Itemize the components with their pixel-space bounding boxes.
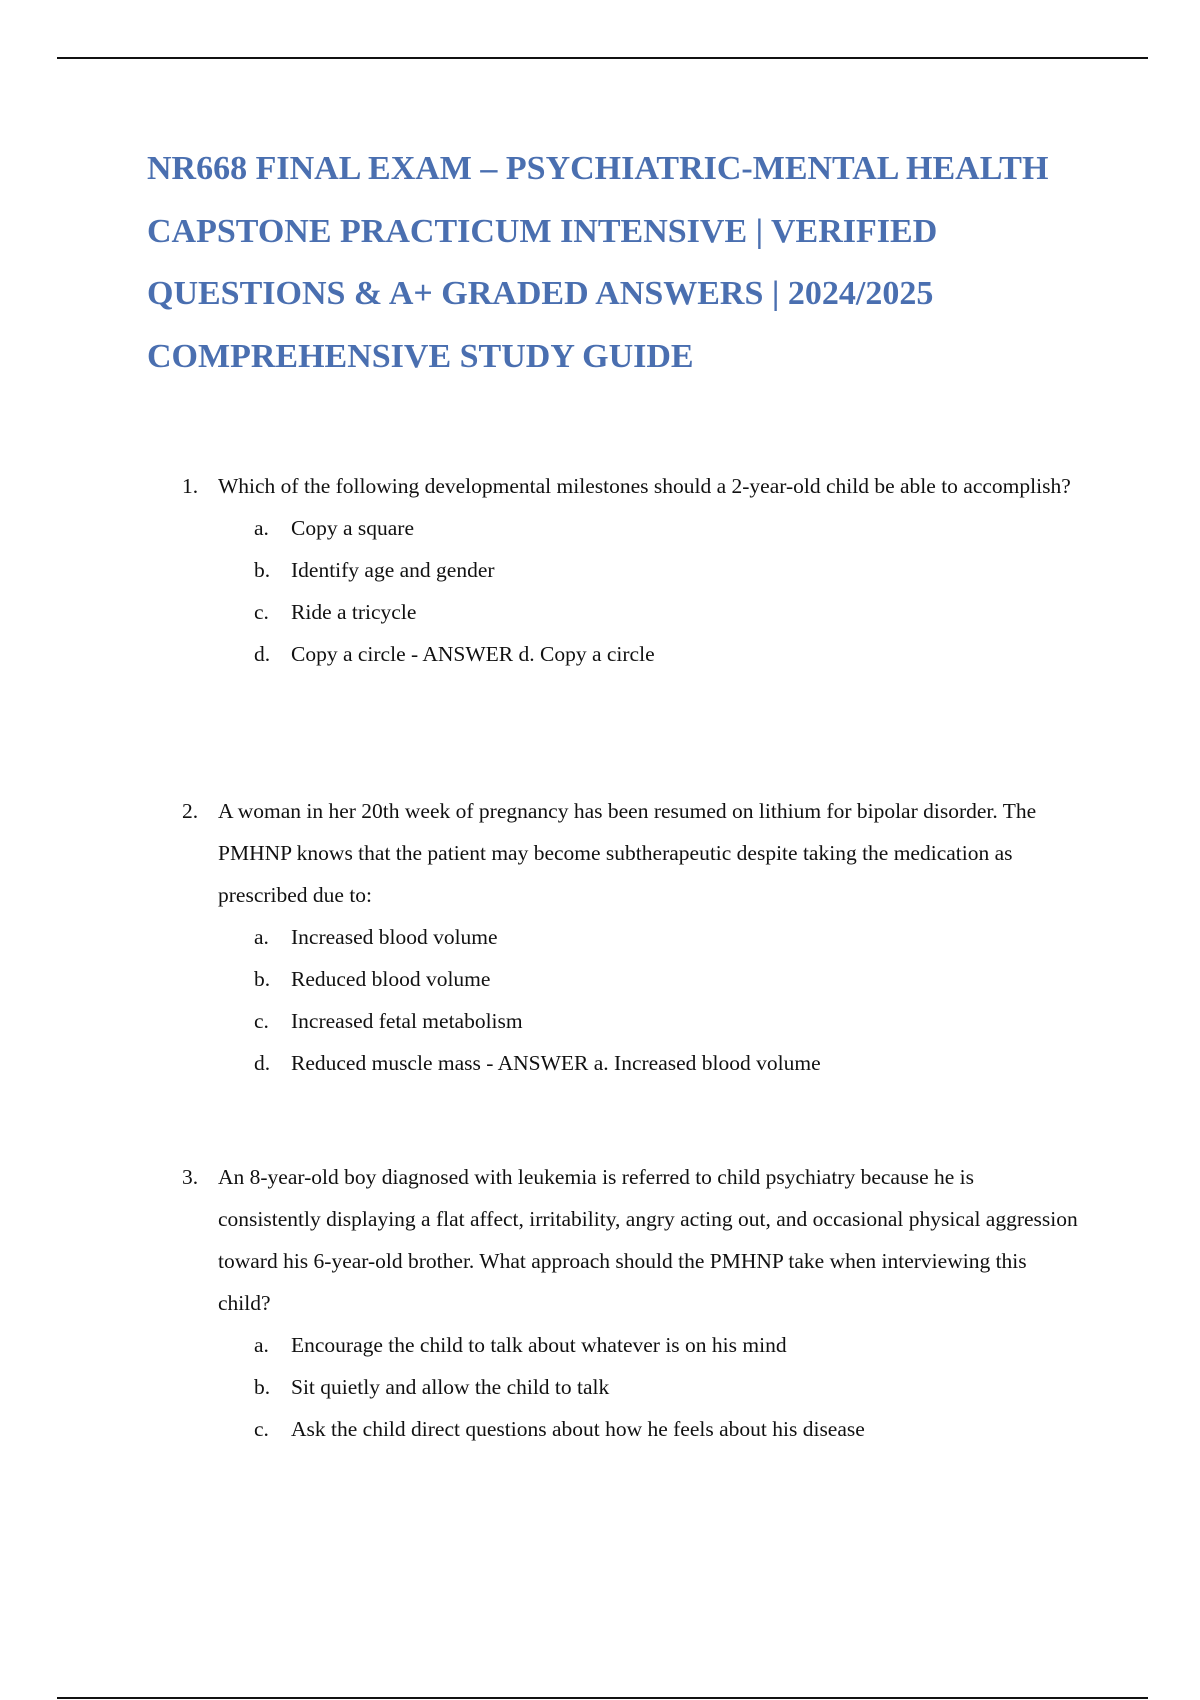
answer-option [182,1000,1082,1042]
option-letter: d. [254,642,271,666]
option-letter: a. [254,1333,269,1357]
footer-rule [57,1697,1148,1699]
answer-option [182,633,1082,675]
answer-option [182,591,1082,633]
option-text: Increased fetal metabolism [291,1009,523,1033]
option-letter: d. [254,1051,271,1075]
option-text: Copy a circle - ANSWER d. Copy a circle [291,642,655,666]
question-1 [182,465,1082,675]
option-letter: b. [254,1375,271,1399]
question-stem: An 8-year-old boy diagnosed with leukemia is referred to child psychiatry because he is consistently displaying a flat affect, irritability, angry acting out, and occasional physical aggression toward his 6-year-old brother. What approach should the PMHNP take when interviewing this child? [218,1165,1078,1315]
question-number: 2. [182,799,199,823]
option-text: Sit quietly and allow the child to talk [291,1375,610,1399]
question-stem: A woman in her 20th week of pregnancy has been resumed on lithium for bipolar disorder. The PMHNP knows that the patient may become subtherapeutic despite taking the medication as prescribed due to: [218,799,1037,907]
question-number: 3. [182,1165,199,1189]
answer-option [182,1324,1082,1366]
answer-option [182,549,1082,591]
option-letter: a. [254,925,269,949]
answer-option [182,1408,1082,1450]
header-rule [57,57,1148,59]
option-letter: b. [254,967,271,991]
answer-option [182,507,1082,549]
option-letter: c. [254,600,269,624]
option-text: Encourage the child to talk about whatever is on his mind [291,1333,787,1357]
option-text: Reduced muscle mass - ANSWER a. Increased blood volume [291,1051,821,1075]
document-title: NR668 FINAL EXAM – PSYCHIATRIC-MENTAL HEALTH CAPSTONE PRACTICUM INTENSIVE | VERIFIED QUESTIONS & A+ GRADED ANSWERS | 2024/2025 COMPREHENSIVE STUDY GUIDE [147,150,1049,375]
answer-option [182,1042,1082,1084]
option-letter: a. [254,516,269,540]
answer-option [182,958,1082,1000]
question-3 [182,1156,1082,1450]
option-text: Identify age and gender [291,558,495,582]
option-text: Ask the child direct questions about how he feels about his disease [291,1417,865,1441]
option-text: Increased blood volume [291,925,498,949]
option-letter: b. [254,558,271,582]
option-letter: c. [254,1417,269,1441]
question-2 [182,790,1082,1084]
answer-option [182,916,1082,958]
question-number: 1. [182,474,199,498]
option-text: Reduced blood volume [291,967,491,991]
option-text: Ride a tricycle [291,600,417,624]
option-letter: c. [254,1009,269,1033]
option-text: Copy a square [291,516,414,540]
question-stem: Which of the following developmental milestones should a 2-year-old child be able to accomplish? [218,474,1071,498]
answer-option [182,1366,1082,1408]
